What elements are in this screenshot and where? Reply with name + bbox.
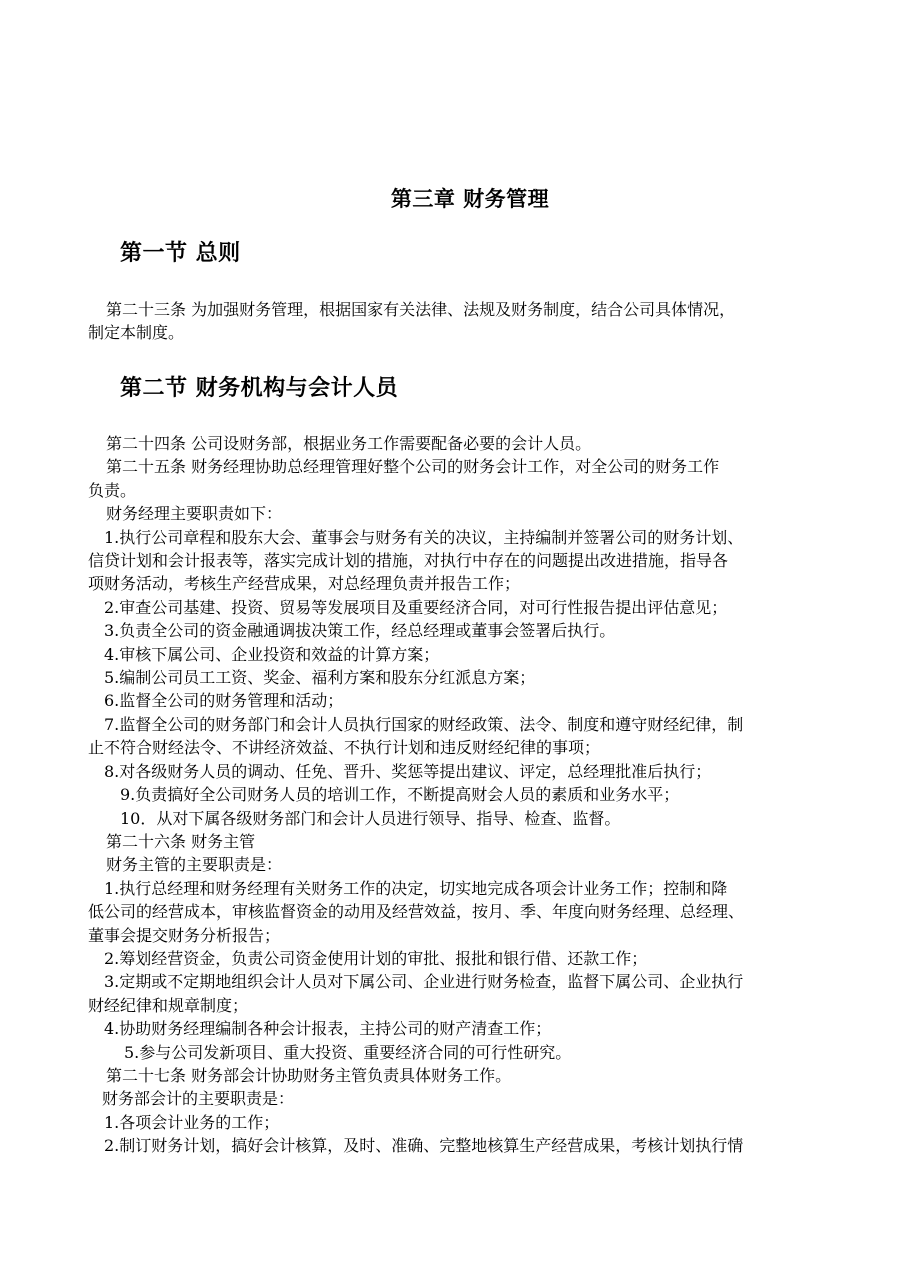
article-25-line-2: 负责。: [88, 480, 137, 500]
manager-duty-6: 6.监督全公司的财务管理和活动；: [104, 691, 344, 711]
supervisor-duty-5: 5.参与公司发新项目、重大投资、重要经济合同的可行性研究。: [124, 1042, 572, 1062]
article-23-line-2: 制定本制度。: [88, 323, 185, 343]
manager-duty-1-line-1: 1.执行公司章程和股东大会、董事会与财务有关的决议，主持编制并签署公司的财务计划、: [104, 527, 744, 547]
section-title-finance-org: 第二节 财务机构与会计人员: [120, 376, 399, 401]
section-title-general: 第一节 总则: [120, 241, 241, 266]
manager-duty-7-line-2: 止不符合财经法令、不讲经济效益、不执行计划和违反财经纪律的事项；: [88, 738, 601, 758]
manager-duty-7-line-1: 7.监督全公司的财务部门和会计人员执行国家的财经政策、法令、制度和遵守财经纪律，制: [104, 714, 744, 734]
manager-duty-9: 9.负责搞好全公司财务人员的培训工作，不断提高财会人员的素质和业务水平；: [120, 785, 680, 805]
chapter-title: 第三章 财务管理: [390, 187, 550, 211]
accountant-duty-1: 1.各项会计业务的工作；: [104, 1112, 280, 1132]
supervisor-duty-1-line-3: 董事会提交财务分析报告；: [88, 925, 281, 945]
finance-manager-duties-heading: 财务经理主要职责如下：: [106, 504, 283, 524]
manager-duty-10: 10．从对下属各级财务部门和会计人员进行领导、指导、检查、监督。: [120, 808, 621, 828]
supervisor-duty-3-line-1: 3.定期或不定期地组织会计人员对下属公司、企业进行财务检查，监督下属公司、企业执行: [104, 972, 744, 992]
section-general-body: [88, 298, 828, 345]
supervisor-duty-1-line-2: 低公司的经营成本，审核监督资金的动用及经营效益，按月、季、年度向财务经理、总经理、: [88, 902, 745, 922]
manager-duty-5: 5.编制公司员工工资、奖金、福利方案和股东分红派息方案；: [104, 668, 536, 688]
supervisor-duty-3-line-2: 财经纪律和规章制度；: [88, 995, 249, 1015]
supervisor-duty-4: 4.协助财务经理编制各种会计报表，主持公司的财产清查工作；: [104, 1019, 552, 1039]
manager-duty-1-line-2: 信贷计划和会计报表等，落实完成计划的措施，对执行中存在的问题提出改进措施，指导各: [88, 551, 729, 571]
accountant-duties-heading: 财务部会计的主要职责是：: [102, 1089, 295, 1109]
article-25-line-1: 第二十五条 财务经理协助总经理管理好整个公司的财务会计工作，对全公司的财务工作: [106, 457, 720, 477]
article-24: 第二十四条 公司设财务部，根据业务工作需要配备必要的会计人员。: [106, 434, 592, 453]
manager-duty-3: 3.负责全公司的资金融通调拔决策工作，经总经理或董事会签署后执行。: [104, 621, 616, 641]
article-27: 第二十七条 财务部会计协助财务主管负责具体财务工作。: [106, 1065, 512, 1085]
supervisor-duty-1-line-1: 1.执行总经理和财务经理有关财务工作的决定，切实地完成各项会计业务工作；控制和降: [104, 878, 728, 898]
article-26: 第二十六条 财务主管: [106, 831, 256, 851]
manager-duty-8: 8.对各级财务人员的调动、任免、晋升、奖惩等提出建议、评定，总经理批准后执行；: [104, 761, 712, 781]
article-23-line-1: 第二十三条 为加强财务管理，根据国家有关法律、法规及财务制度，结合公司具体情况，: [106, 300, 736, 319]
section-finance-org-body: [88, 432, 828, 1158]
supervisor-duty-2: 2.筹划经营资金，负责公司资金使用计划的审批、报批和银行借、还款工作；: [104, 948, 648, 968]
manager-duty-1-line-3: 项财务活动，考核生产经营成果，对总经理负责并报告工作；: [88, 574, 521, 594]
accountant-duty-2-line-1: 2.制订财务计划，搞好会计核算，及时、准确、完整地核算生产经营成果，考核计划执行情: [104, 1136, 744, 1156]
manager-duty-2: 2.审查公司基建、投资、贸易等发展项目及重要经济合同，对可行性报告提出评估意见；: [104, 597, 728, 617]
supervisor-duties-heading: 财务主管的主要职责是：: [106, 855, 283, 875]
manager-duty-4: 4.审核下属公司、企业投资和效益的计算方案；: [104, 644, 440, 664]
